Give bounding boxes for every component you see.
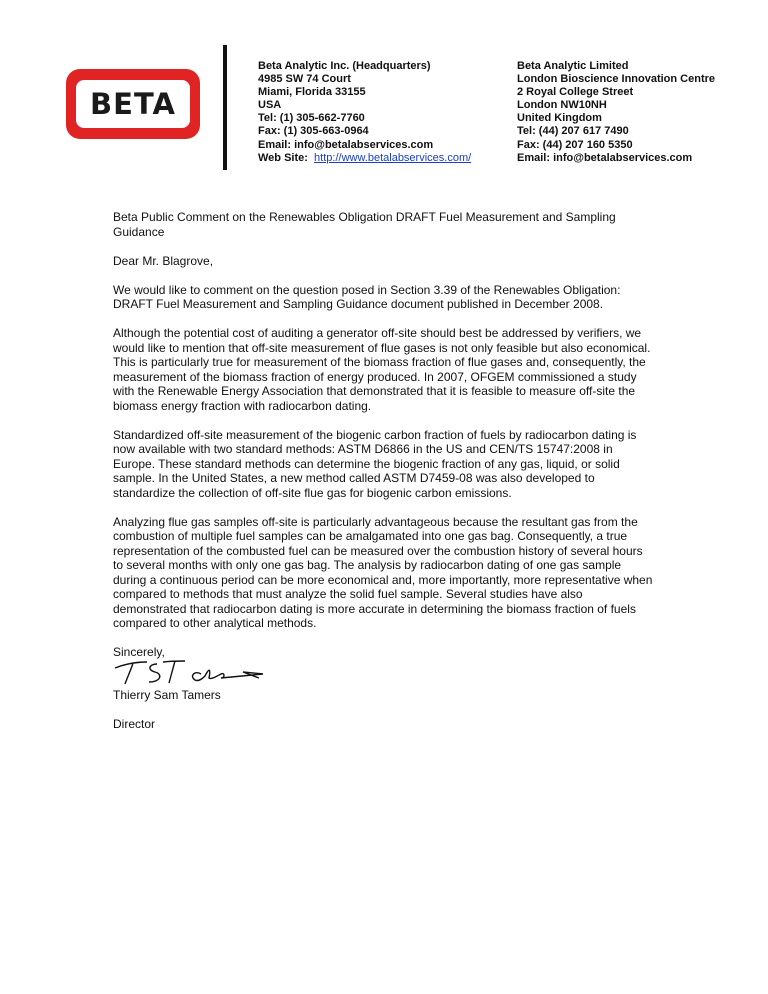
signature-graphic xyxy=(113,656,273,688)
paragraph: Although the potential cost of auditing a generator off-site should best be addressed by verifiers, we would like to mention that off-site measurement of flue gases is not only feasible but also economical. This is particularly true for measurement of the biomass fraction of flue gases and, consequently, the measurement of the biomass fraction of energy produced. In 2007, OFGEM commissioned a study with the Renewable Energy Association that demonstrated that it is feasible to measure off-site the biomass energy fraction with radiocarbon dating. xyxy=(113,326,651,413)
uk-address-block xyxy=(517,60,715,165)
paragraph: Standardized off-site measurement of the biogenic carbon fraction of fuels by radiocarbon dating is now available with two standard methods: ASTM D6866 in the US and CEN/TS 15747:2008 in Europe. These standard methods can determine the biogenic fraction of any gas, liquid, or solid sample. In the United States, a new method called ASTM D7459-08 was also developed to standardize the collection of off-site flue gas for biogenic carbon emissions. xyxy=(113,427,637,500)
paragraph: Analyzing flue gas samples off-site is particularly advantageous because the resultant gas from the combustion of multiple fuel samples can be amalgamated into one gas bag. Consequently, a true representation of the combusted fuel can be measured over the combustion history of several hours to several months with only one gas bag. The analysis by radiocarbon dating of one gas sample during a continuous period can be more economical and, more importantly, more representative when compared to methods that must analyze the solid fuel sample. Several studies have also demonstrated that radiocarbon dating is more accurate in determining the biomass fraction of fuels compared to other analytical methods. xyxy=(113,514,653,630)
website-link[interactable]: http://www.betalabservices.com/ xyxy=(314,151,472,164)
uk-line: Email: info@betalabservices.com xyxy=(517,151,693,164)
signature xyxy=(113,656,653,688)
web-label: Web Site: xyxy=(258,151,308,164)
hq-line: Beta Analytic Inc. (Headquarters) xyxy=(258,60,431,72)
uk-line: London NW10NH xyxy=(517,99,607,112)
letter-subject: Beta Public Comment on the Renewables Obligation DRAFT Fuel Measurement and Sampling Guidance xyxy=(113,210,616,239)
signer-name: Thierry Sam Tamers xyxy=(113,687,221,702)
hq-web-line xyxy=(258,152,471,165)
hq-line: Email: info@betalabservices.com xyxy=(258,138,434,151)
letter-body xyxy=(113,210,653,746)
uk-line: Fax: (44) 207 160 5350 xyxy=(517,138,633,151)
hq-line: 4985 SW 74 Court xyxy=(258,73,351,86)
closing: Sincerely, xyxy=(113,645,165,659)
uk-line: Beta Analytic Limited xyxy=(517,60,629,72)
logo-text: BETA xyxy=(90,87,176,121)
hq-line: Tel: (1) 305-662-7760 xyxy=(258,112,365,125)
uk-line: Tel: (44) 207 617 7490 xyxy=(517,125,629,138)
hq-line: Miami, Florida 33155 xyxy=(258,86,366,99)
paragraph: We would like to comment on the question posed in Section 3.39 of the Renewables Obligation: DRAFT Fuel Measurement and Sampling Guidance document published in December 2008. xyxy=(113,282,621,311)
signer-title: Director xyxy=(113,716,156,731)
header-divider xyxy=(223,45,227,170)
hq-line: Fax: (1) 305-663-0964 xyxy=(258,125,369,138)
hq-line: USA xyxy=(258,99,282,112)
uk-line: 2 Royal College Street xyxy=(517,86,634,99)
hq-address-block xyxy=(258,60,471,165)
uk-line: London Bioscience Innovation Centre xyxy=(517,73,716,86)
salutation: Dear Mr. Blagrove, xyxy=(113,253,214,268)
uk-line: United Kingdom xyxy=(517,112,602,125)
beta-logo xyxy=(66,69,200,139)
logo-inner-panel xyxy=(76,80,190,128)
